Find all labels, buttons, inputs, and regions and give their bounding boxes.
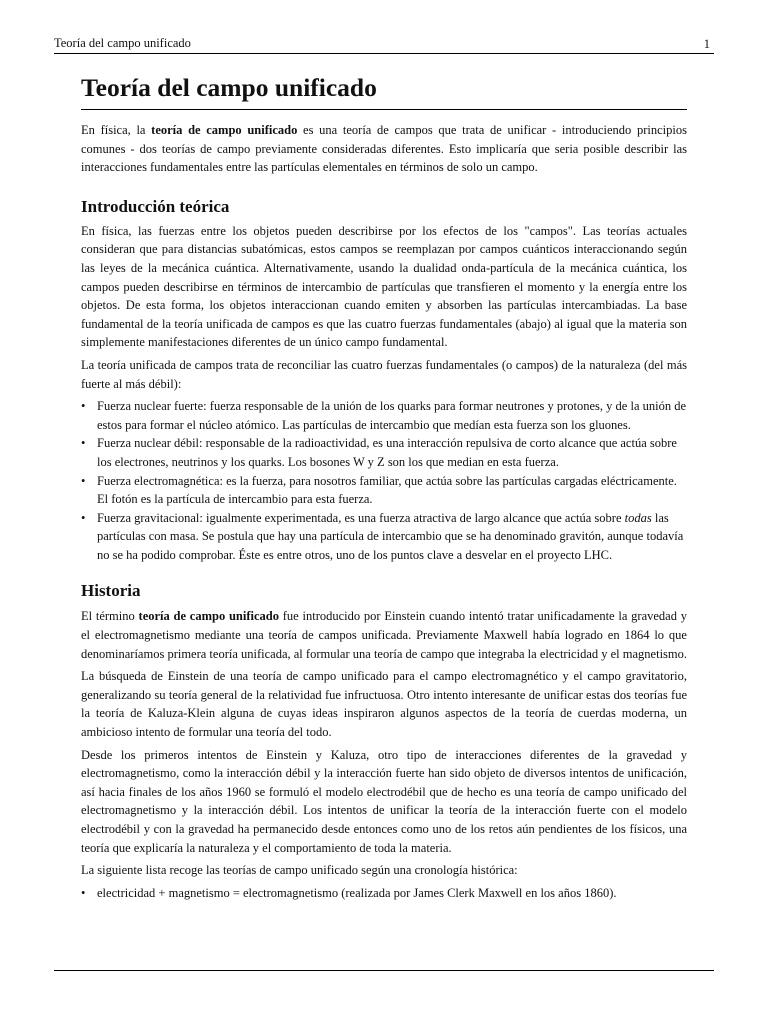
section-heading-introduccion: Introducción teórica <box>81 196 230 216</box>
chronology-list <box>81 884 687 903</box>
list-item: • Fuerza electromagnética: es la fuerza, para nosotros familiar, que actúa sobre las partículas cargadas eléctricamente. El fotón es la partícula de intercambio para esta fuerza. <box>81 472 687 509</box>
article-title: Teoría del campo unificado <box>81 70 687 110</box>
list-item-italic: todas <box>624 510 652 525</box>
page-number: 1 <box>703 37 710 51</box>
section2-paragraph-4: La siguiente lista recoge las teorías de campo unificado según una cronología histórica: <box>81 863 518 878</box>
running-title: Teoría del campo unificado <box>54 36 191 50</box>
section1-paragraph-1: En física, las fuerzas entre los objetos pueden describirse por los efectos de los "campos". Las teorías actuales consideran que para distancias subatómicas, estos campos se reemplazan por campos cuánticos interaccionando según las leyes de la mecánica cuántica. Alternativamente, usando la dualidad onda-partícula de la mecánica cuántica, los campos pueden describirse en términos de intercambio de partículas que transfieren el momento y la energía entre los objetos. De esta forma, los objetos interaccionan cuando emiten y absorben las partículas intercambiadas. La base fundamental de la teoría unificada de campos es que las cuatro fuerzas fundamentales (abajo) al igual que la materia son simplemente manifestaciones diferentes de un único campo fundamental. <box>81 223 687 350</box>
section1-paragraph-2: La teoría unificada de campos trata de reconciliar las cuatro fuerzas fundamentales (o campos) de la naturaleza (del más fuerte al más débil): <box>81 357 687 391</box>
section2-bold-term: teoría de campo unificado <box>138 609 279 624</box>
list-item <box>81 509 687 565</box>
forces-list <box>81 397 687 564</box>
intro-text-2: es una teoría de campos que trata de unificar - introduciendo principios comunes - dos teorías de campo previamente consideradas diferentes. Esto implicaría que seria posible describir las interacciones fundamentales entre las partículas elementales en términos de solo un campo. <box>81 123 687 175</box>
section-heading-historia: Historia <box>81 581 141 601</box>
list-item-text-1: Fuerza gravitacional: igualmente experimentada, es una fuerza atractiva de largo alcance que actúa sobre <box>97 510 625 525</box>
section2-paragraph-3: Desde los primeros intentos de Einstein y Kaluza, otro tipo de interacciones diferentes de la gravedad y electromagnetismo, como la interacción débil y la interacción fuerte han sido objeto de diversos intentos de unificación, así hacia finales de los años 1960 se formuló el modelo electrodébil que de hecho es una teoría de campo unificado del electromagnetismo y la interacción débil. Los intentos de unificar la teoría de la interacción fuerte con el modelo electrodébil y con la gravedad ha permanecido desde entonces como uno de los retos aún pendientes de los físicos, una teoría que explicaría la naturaleza y el comportamiento de toda la materia. <box>81 747 687 855</box>
article-content <box>81 70 687 902</box>
footer-divider <box>54 970 714 971</box>
intro-text-1: En física, la <box>81 123 152 137</box>
list-item: • electricidad + magnetismo = electromagnetismo (realizada por James Clerk Maxwell en los años 1860). <box>81 884 687 903</box>
list-item: • Fuerza nuclear fuerte: fuerza responsable de la unión de los quarks para formar neutrones y protones, y de la unión de estos para formar el núcleo atómico. Las partículas de intercambio que medían esta fuerza son los gluones. <box>81 397 687 434</box>
section2-paragraph-1 <box>81 607 687 663</box>
page-header <box>54 36 714 54</box>
intro-paragraph <box>81 121 687 177</box>
section2-text-1: El término <box>81 609 139 624</box>
list-item-text-2: las partículas con masa. Se postula que hay una partícula de intercambio que se ha denominado gravitón, aunque todavía no se ha podido comprobar. Éste es entre otros, uno de los puntos clave a desvelar en el proyecto LHC. <box>97 510 684 562</box>
section2-paragraph-2: La búsqueda de Einstein de una teoría de campo unificado para el campo electromagnético y el campo gravitatorio, generalizando su teoría general de la relatividad fue infructuosa. Otro intento interesante de unificar estas dos teorías fue la teoría de Kaluza-Klein alguna de cuyas ideas inspiraron algunos aspectos de la teoría de cuerdas moderna, un ambicioso intento de formular una teoría del todo. <box>81 669 687 740</box>
list-item: • Fuerza nuclear débil: responsable de la radioactividad, es una interacción repulsiva de corto alcance que actúa sobre los electrones, neutrinos y los quarks. Los bosones W y Z son los que median en esta fuerza. <box>81 434 687 471</box>
section2-text-2: fue introducido por Einstein cuando intentó tratar unificadamente la gravedad y el electromagnetismo mediante una teoría de campos unificada. Previamente Maxwell había logrado en 1864 lo que denominaríamos primera teoría unificada, al formular una teoría de campo que integraba la electricidad y el magnetismo. <box>81 609 687 661</box>
intro-bold-term: teoría de campo unificado <box>151 123 298 137</box>
